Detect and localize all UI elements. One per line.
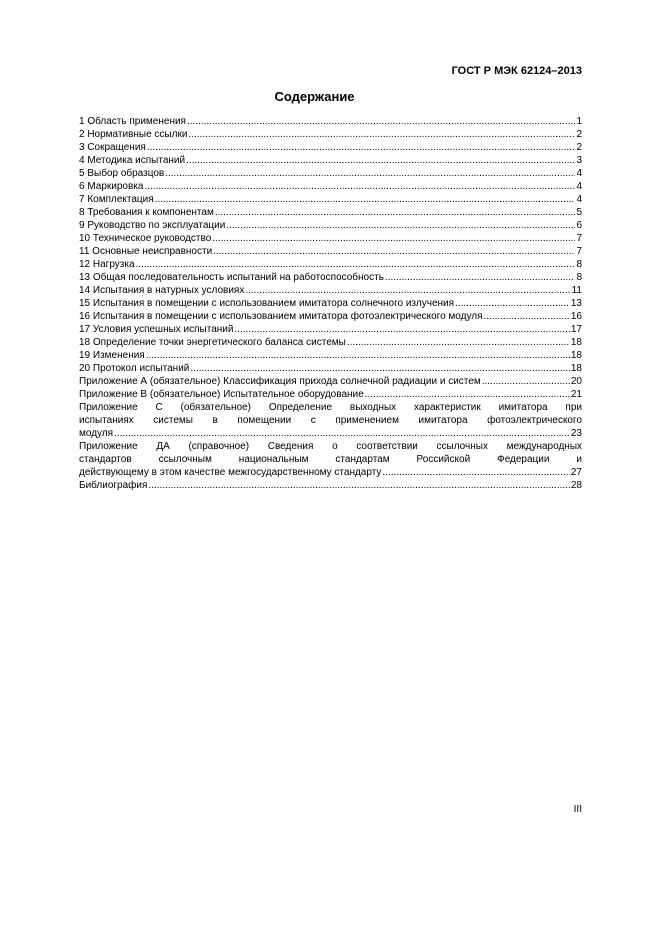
toc-entry[interactable] bbox=[79, 258, 582, 271]
toc-leader-dots bbox=[165, 167, 575, 180]
toc-entry-text: 7 Комплектация bbox=[79, 194, 154, 205]
toc-entry[interactable] bbox=[79, 349, 582, 362]
toc-entry-page: 4 bbox=[576, 181, 582, 192]
toc-entry-page: 13 bbox=[570, 298, 582, 309]
toc-entry-text: 17 Условия успешных испытаний bbox=[79, 324, 234, 335]
toc-entry-page: 16 bbox=[570, 311, 582, 322]
toc-leader-dots bbox=[226, 219, 575, 232]
toc-leader-dots bbox=[382, 466, 569, 479]
toc-entry-page: 18 bbox=[570, 350, 582, 361]
toc-leader-dots bbox=[484, 310, 570, 323]
toc-entry-text: 20 Протокол испытаний bbox=[79, 363, 190, 374]
toc-leader-dots bbox=[136, 258, 576, 271]
toc-entry-text: 4 Методика испытаний bbox=[79, 155, 186, 166]
toc-entry-text: 2 Нормативные ссылки bbox=[79, 129, 188, 140]
table-of-contents bbox=[79, 115, 582, 492]
toc-entry[interactable] bbox=[79, 154, 582, 167]
toc-entry-page: 4 bbox=[576, 194, 582, 205]
toc-entry-line: Приложение С (обязательное) Определение выходных характеристик имитатора при bbox=[79, 402, 582, 413]
toc-entry-text: 13 Общая последовательность испытаний на работоспособность bbox=[79, 272, 384, 283]
toc-entry-text: 16 Испытания в помещении с использованием имитатора фотоэлектрического модуля bbox=[79, 311, 483, 322]
toc-entry-text: Приложение В (обязательное) Испытательное оборудование bbox=[79, 389, 364, 400]
toc-entry[interactable] bbox=[79, 375, 582, 388]
toc-entry[interactable] bbox=[79, 193, 582, 206]
document-code: ГОСТ Р МЭК 62124–2013 bbox=[451, 65, 582, 77]
toc-entry-page: 20 bbox=[570, 376, 582, 387]
toc-entry[interactable] bbox=[79, 180, 582, 193]
toc-entry-text: 9 Руководство по эксплуатации bbox=[79, 220, 226, 231]
toc-entry[interactable] bbox=[79, 310, 582, 323]
toc-entry-text: 15 Испытания в помещении с использованием имитатора солнечного излучения bbox=[79, 298, 455, 309]
toc-entry-page: 2 bbox=[576, 142, 582, 153]
toc-leader-dots bbox=[347, 336, 570, 349]
toc-entry-page: 18 bbox=[570, 363, 582, 374]
toc-entry-text: действующему в этом качестве межгосударственному стандарту bbox=[79, 467, 382, 478]
toc-entry-page: 5 bbox=[576, 207, 582, 218]
toc-leader-dots bbox=[215, 206, 576, 219]
toc-leader-dots bbox=[144, 180, 575, 193]
toc-entry-page: 27 bbox=[570, 467, 582, 478]
toc-entry-text: 11 Основные неисправности bbox=[79, 246, 213, 257]
toc-entry-text: 18 Определение точки энергетического баланса системы bbox=[79, 337, 346, 348]
toc-entry-text: 6 Маркировка bbox=[79, 181, 144, 192]
toc-entry[interactable] bbox=[79, 141, 582, 154]
toc-entry-text: 5 Выбор образцов bbox=[79, 168, 165, 179]
toc-leader-dots bbox=[146, 349, 570, 362]
toc-entry[interactable] bbox=[79, 388, 582, 401]
toc-entry-text: Библиография bbox=[79, 480, 148, 491]
toc-leader-dots bbox=[234, 323, 569, 336]
toc-entry-page: 8 bbox=[576, 272, 582, 283]
toc-leader-dots bbox=[114, 427, 570, 440]
toc-entry-page: 21 bbox=[570, 389, 582, 400]
toc-leader-dots bbox=[482, 375, 570, 388]
page-title: Содержание bbox=[274, 89, 355, 104]
toc-entry-page: 4 bbox=[576, 168, 582, 179]
toc-entry[interactable] bbox=[79, 245, 582, 258]
toc-leader-dots bbox=[245, 284, 570, 297]
toc-leader-dots bbox=[187, 115, 575, 128]
toc-entry-page: 3 bbox=[576, 155, 582, 166]
toc-entry-page: 6 bbox=[576, 220, 582, 231]
toc-entry-last-line bbox=[79, 427, 582, 440]
toc-entry-multiline[interactable] bbox=[79, 401, 582, 440]
toc-entry-page: 8 bbox=[576, 259, 582, 270]
toc-entry-text: 14 Испытания в натурных условиях bbox=[79, 285, 245, 296]
toc-entry-page: 1 bbox=[576, 116, 582, 127]
toc-entry-page: 2 bbox=[576, 129, 582, 140]
toc-entry-text: 8 Требования к компонентам bbox=[79, 207, 214, 218]
toc-entry-text: модуля bbox=[79, 428, 114, 439]
toc-entry-page: 17 bbox=[570, 324, 582, 335]
toc-entry[interactable] bbox=[79, 115, 582, 128]
toc-entry-line: стандартов ссылочным национальным стандартам Российской Федерации и bbox=[79, 454, 582, 465]
toc-section-list bbox=[79, 115, 582, 401]
page-number: III bbox=[573, 804, 582, 815]
toc-entry[interactable] bbox=[79, 362, 582, 375]
toc-leader-dots bbox=[190, 362, 569, 375]
toc-entry-page: 7 bbox=[576, 246, 582, 257]
toc-entry[interactable] bbox=[79, 206, 582, 219]
toc-entry[interactable] bbox=[79, 219, 582, 232]
toc-leader-dots bbox=[148, 479, 569, 492]
toc-leader-dots bbox=[455, 297, 570, 310]
toc-leader-dots bbox=[188, 128, 575, 141]
toc-entry-text: 10 Техническое руководство bbox=[79, 233, 212, 244]
toc-entry[interactable] bbox=[79, 271, 582, 284]
toc-entry-text: 3 Сокращения bbox=[79, 142, 146, 153]
toc-entry-page: 23 bbox=[570, 428, 582, 439]
toc-entry-text: 19 Изменения bbox=[79, 350, 145, 361]
toc-leader-dots bbox=[385, 271, 576, 284]
toc-leader-dots bbox=[155, 193, 576, 206]
toc-entry[interactable] bbox=[79, 284, 582, 297]
toc-entry-text: 1 Область применения bbox=[79, 116, 186, 127]
toc-entry-bibliography[interactable] bbox=[79, 479, 582, 492]
toc-entry-page: 28 bbox=[570, 480, 582, 491]
toc-leader-dots bbox=[365, 388, 570, 401]
toc-appendix-list bbox=[79, 401, 582, 479]
toc-entry[interactable] bbox=[79, 128, 582, 141]
toc-leader-dots bbox=[186, 154, 575, 167]
toc-entry-page: 7 bbox=[576, 233, 582, 244]
toc-entry-text: 12 Нагрузка bbox=[79, 259, 135, 270]
toc-leader-dots bbox=[147, 141, 576, 154]
toc-entry-last-line bbox=[79, 466, 582, 479]
toc-entry-text: Приложение А (обязательное) Классификация прихода солнечной радиации и систем bbox=[79, 376, 481, 387]
toc-entry[interactable] bbox=[79, 297, 582, 310]
toc-entry[interactable] bbox=[79, 232, 582, 245]
toc-entry-page: 18 bbox=[570, 337, 582, 348]
toc-entry[interactable] bbox=[79, 323, 582, 336]
toc-leader-dots bbox=[213, 245, 575, 258]
toc-entry[interactable] bbox=[79, 167, 582, 180]
toc-entry-line: Приложение ДА (справочное) Сведения о соответствии ссылочных международных bbox=[79, 441, 582, 452]
toc-leader-dots bbox=[212, 232, 575, 245]
toc-entry[interactable] bbox=[79, 336, 582, 349]
toc-entry-page: 11 bbox=[571, 285, 582, 296]
toc-entry-line: испытаниях системы в помещении с применением имитатора фотоэлектрического bbox=[79, 415, 582, 426]
toc-entry-multiline[interactable] bbox=[79, 440, 582, 479]
